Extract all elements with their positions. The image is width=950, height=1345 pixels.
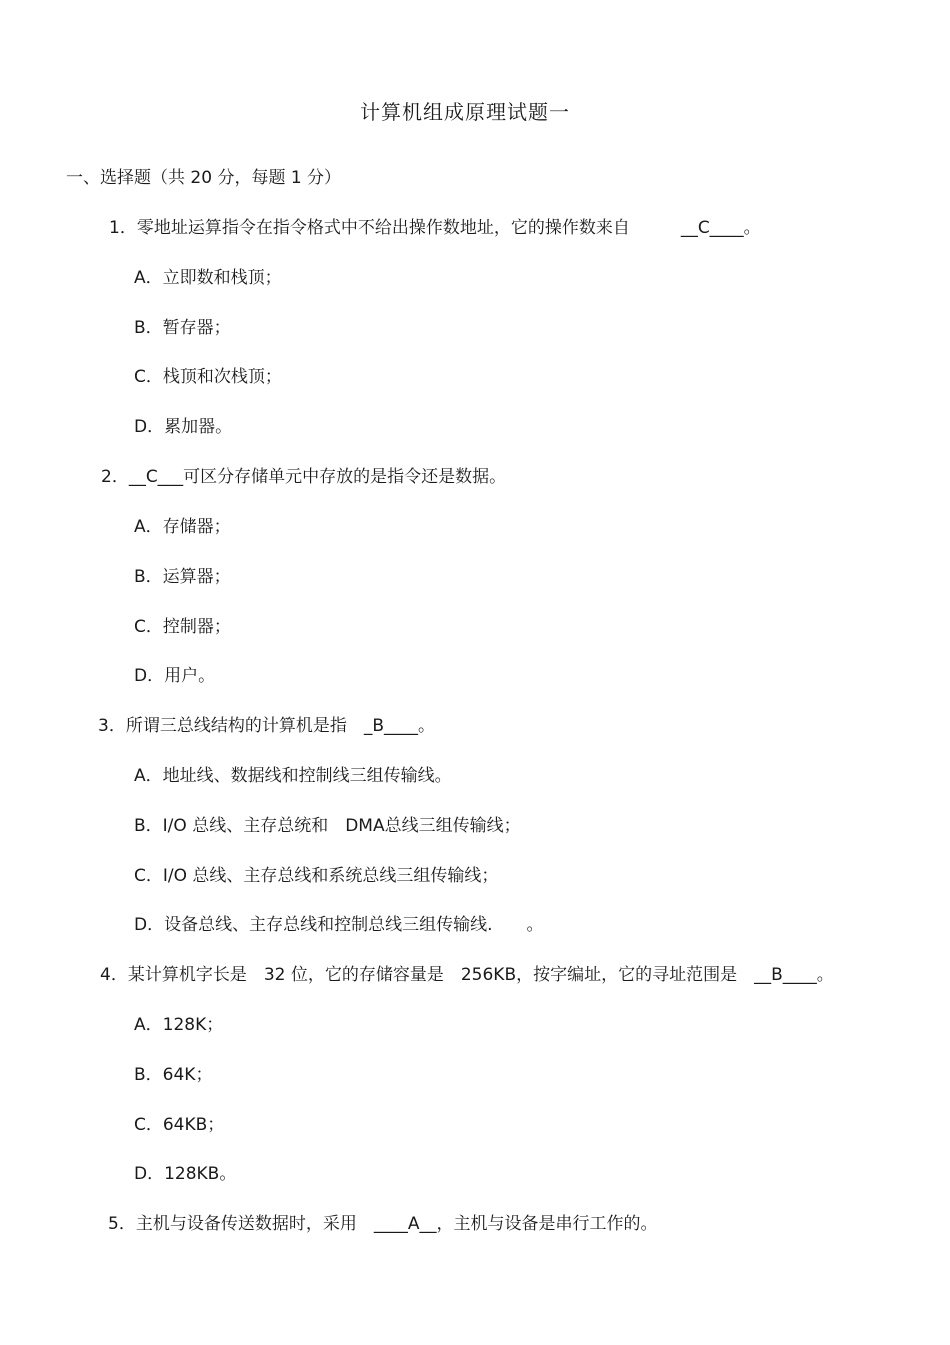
question-3-option-a: A．地址线、数据线和控制线三组传输线。: [134, 766, 452, 786]
question-1-option-b: B．暂存器；: [134, 318, 231, 338]
question-4-option-d: D．128KB。: [134, 1164, 237, 1184]
question-1-option-c: C．栈顶和次栈顶；: [134, 367, 282, 387]
question-4-stem: 4．某计算机字长是 32 位，它的存储容量是 256KB，按字编址，它的寻址范围是 __B____。: [100, 965, 834, 985]
question-4-option-c: C．64KB；: [134, 1115, 225, 1135]
question-2-option-b: B．运算器；: [134, 567, 231, 587]
question-3-option-c: C．I/O 总线、主存总线和系统总线三组传输线；: [134, 866, 499, 886]
question-4-option-a: A．128K；: [134, 1015, 224, 1035]
question-4-option-b: B．64K；: [134, 1065, 213, 1085]
question-3-stem: 3．所谓三总线结构的计算机是指 _B____。: [98, 716, 435, 736]
question-2-option-c: C．控制器；: [134, 617, 231, 637]
question-3-option-b: B．I/O 总线、主存总统和 DMA总线三组传输线；: [134, 816, 521, 836]
page-title: 计算机组成原理试题一: [360, 100, 570, 124]
question-1-option-a: A．立即数和栈顶；: [134, 268, 282, 288]
question-2-option-a: A．存储器；: [134, 517, 231, 537]
question-3-option-d: D．设备总线、主存总线和控制总线三组传输线. 。: [134, 915, 544, 935]
question-1-stem: 1．零地址运算指令在指令格式中不给出操作数地址，它的操作数来自 __C____。: [109, 218, 761, 238]
question-2-option-d: D．用户。: [134, 666, 216, 686]
question-2-stem: 2．__C___可区分存储单元中存放的是指令还是数据。: [101, 467, 507, 487]
question-1-option-d: D．累加器。: [134, 417, 233, 437]
question-5-stem: 5．主机与设备传送数据时，采用 ____A__，主机与设备是串行工作的。: [108, 1214, 658, 1234]
section-heading: 一、选择题（共 20 分，每题 1 分）: [66, 168, 342, 188]
